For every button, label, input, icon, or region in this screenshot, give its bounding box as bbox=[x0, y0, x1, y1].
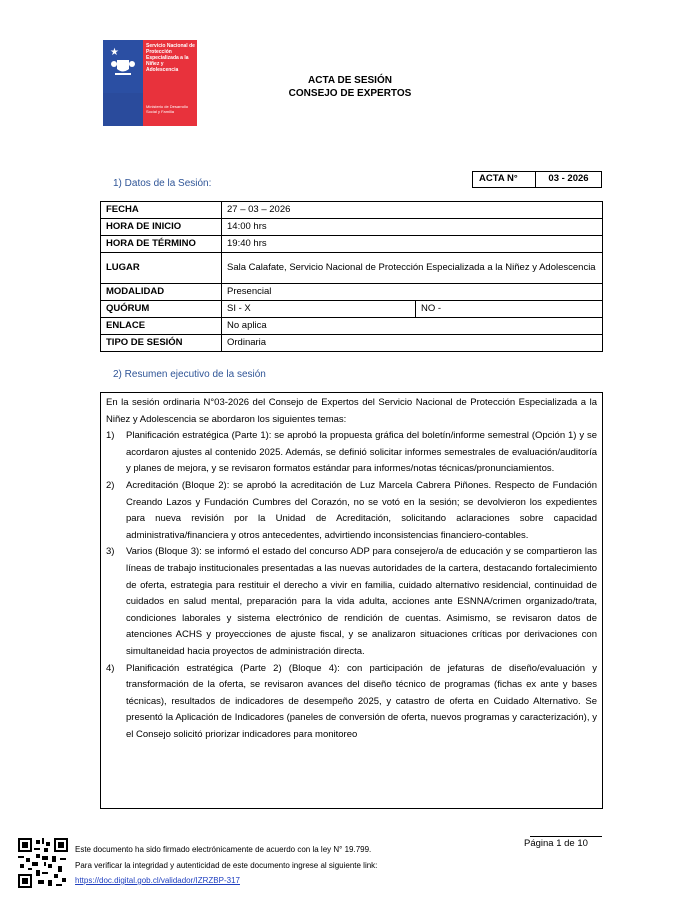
modalidad-label: MODALIDAD bbox=[101, 284, 222, 301]
list-item-number: 2) bbox=[106, 479, 115, 491]
list-item-text: Planificación estratégica (Parte 2) (Bloque 4): con participación de jefaturas de diseño/evaluación y transformación de la oferta, se revisaron avances del diseño técnico de programas (fichas ex ante y bases técnicas), resultados de indicadores de desempeño 2025, y catastro de oferta en Cuidado Alternativo. Se presentó la Aplicación de Indicadores (paneles de conversión de oferta, nuevos programas y caracterización), y el Consejo solicitó priorizar indicadores para monitoreo bbox=[126, 662, 597, 740]
footer-divider bbox=[530, 836, 602, 837]
table-row bbox=[101, 202, 603, 219]
footer-verification-note: Para verificar la integridad y autenticidad de este documento ingrese al siguiente link: bbox=[75, 861, 378, 870]
session-data-table bbox=[100, 201, 603, 352]
fecha-value: 27 – 03 – 2026 bbox=[222, 202, 603, 219]
section-1-heading: 1) Datos de la Sesión: bbox=[113, 178, 212, 189]
quorum-si-value: SI - X bbox=[222, 301, 416, 318]
table-row bbox=[101, 301, 603, 318]
section-2-heading: 2) Resumen ejecutivo de la sesión bbox=[113, 369, 266, 380]
lugar-value: Sala Calafate, Servicio Nacional de Protección Especializada a la Niñez y Adolescencia bbox=[222, 253, 603, 284]
summary-intro: En la sesión ordinaria N°03-2026 del Consejo de Expertos del Servicio Nacional de Protección Especializada a la Niñez y Adolescencia se abordaron los siguientes temas: bbox=[106, 397, 597, 425]
qr-code-icon bbox=[18, 838, 68, 888]
list-item-text: Planificación estratégica (Parte 1): se aprobó la propuesta gráfica del boletín/informe semestral (Opción 1) y se acordaron ajustes al contenido 2025. Además, se definió solicitar informes semestrales de evaluación/auditoría y planes de mejora, y se revisaron formatos estándar para informes/notas técnicas/pronunciamientos. bbox=[126, 430, 597, 475]
acta-number-box bbox=[472, 171, 602, 188]
list-item bbox=[106, 661, 597, 744]
table-row bbox=[101, 284, 603, 301]
title-line-2: CONSEJO DE EXPERTOS bbox=[288, 88, 412, 99]
tipo-sesion-value: Ordinaria bbox=[222, 335, 603, 352]
footer-signature-note: Este documento ha sido firmado electrónicamente de acuerdo con la ley N° 19.799. bbox=[75, 845, 372, 854]
list-item-number: 1) bbox=[106, 430, 115, 442]
executive-summary-box bbox=[100, 392, 603, 809]
quorum-label: QUÓRUM bbox=[101, 301, 222, 318]
hora-inicio-value: 14:00 hrs bbox=[222, 219, 603, 236]
table-row bbox=[101, 236, 603, 253]
summary-topic-list bbox=[106, 428, 597, 743]
page-number: Página 1 de 10 bbox=[524, 838, 588, 849]
document-title bbox=[250, 74, 450, 100]
list-item-number: 4) bbox=[106, 662, 115, 674]
tipo-sesion-label: TIPO DE SESIÓN bbox=[101, 335, 222, 352]
hora-termino-value: 19:40 hrs bbox=[222, 236, 603, 253]
acta-value: 03 - 2026 bbox=[548, 173, 589, 184]
table-row bbox=[101, 219, 603, 236]
hora-inicio-label: HORA DE INICIO bbox=[101, 219, 222, 236]
logo-ministry-name: Ministerio de Desarrollo Social y Familia bbox=[146, 104, 189, 114]
fecha-label: FECHA bbox=[101, 202, 222, 219]
title-line-1: ACTA DE SESIÓN bbox=[308, 75, 392, 86]
verification-link[interactable]: https://doc.digital.gob.cl/validador/IZRZBP-317 bbox=[75, 876, 240, 885]
hora-termino-label: HORA DE TÉRMINO bbox=[101, 236, 222, 253]
table-row bbox=[101, 335, 603, 352]
logo-blue-lower-panel bbox=[103, 93, 143, 126]
enlace-value: No aplica bbox=[222, 318, 603, 335]
list-item bbox=[106, 478, 597, 544]
logo-org-name: Servicio Nacional de Protección Especializada a la Niñez y Adolescencia bbox=[146, 43, 195, 73]
table-row bbox=[101, 253, 603, 284]
star-icon: ★ bbox=[110, 47, 119, 58]
institution-logo bbox=[103, 40, 197, 126]
list-item-number: 3) bbox=[106, 546, 115, 558]
table-row bbox=[101, 318, 603, 335]
acta-label: ACTA N° bbox=[473, 172, 536, 187]
quorum-no-value: NO - bbox=[416, 301, 603, 318]
lugar-label: LUGAR bbox=[101, 253, 222, 284]
coat-of-arms-icon bbox=[109, 54, 137, 78]
modalidad-value: Presencial bbox=[222, 284, 603, 301]
enlace-label: ENLACE bbox=[101, 318, 222, 335]
list-item-text: Acreditación (Bloque 2): se aprobó la acreditación de Luz Marcela Cabrera Piñones. Respecto de Fundación Creando Lazos y Fundación Cumbres del Corazón, no se votó en la sesión; se devolvieron los expedientes para nueva revisión por la Unidad de Acreditación, solicitando aclaraciones sobre capacidad administrativa/financiera y otros antecedentes, advirtiendo inconsistencias financiero-contables. bbox=[126, 479, 597, 541]
list-item-text: Varios (Bloque 3): se informó el estado del concurso ADP para consejero/a de educación y se compartieron las líneas de trabajo institucionales presentadas a las nuevas autoridades de la cartera, destacando fortalecimiento de oferta, estrategia para restituir el derecho a vivir en familia, cuidado alternativo residencial, continuidad de cuidados en salud mental, preparación para la vida adulta, acciones ante ESNNA/crimen organizado/trata, condiciones laborales y sistema electrónico de rendición de cuentas. Asimismo, se revisaron datos de atenciones ACHS y proyecciones de ajuste fiscal, y se analizaron situaciones críticas por derivaciones con simultaneidad hacia proyectos de administración directa. bbox=[126, 546, 597, 657]
list-item bbox=[106, 544, 597, 660]
list-item bbox=[106, 428, 597, 478]
